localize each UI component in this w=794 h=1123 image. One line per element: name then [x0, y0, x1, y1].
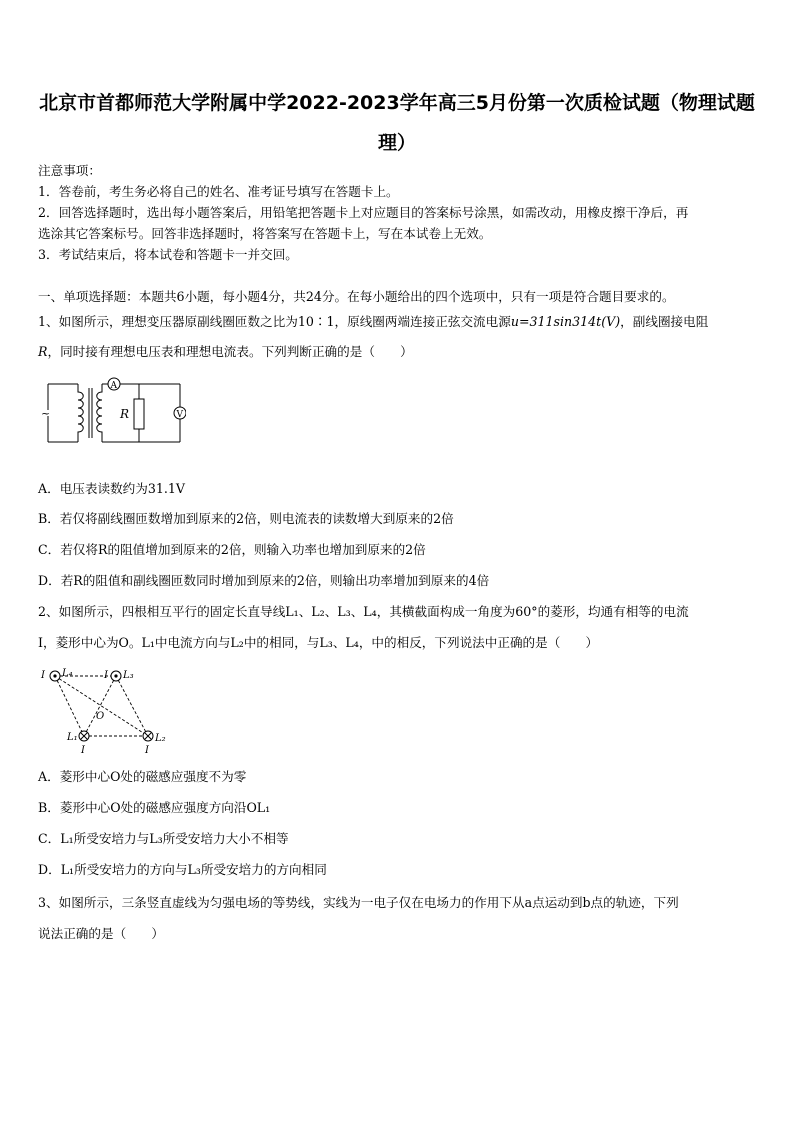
q2-option-c: C．L₁所受安培力与L₃所受安培力大小不相等 [38, 831, 289, 846]
q2-fig-label-i-left: I [41, 670, 45, 681]
q1-option-b: B．若仅将副线圈匝数增加到原来的2倍，则电流表的读数增大到原来的2倍 [38, 511, 454, 526]
q1-stem-line2-text: ，同时接有理想电压表和理想电流表。下列判断正确的是（ ） [47, 344, 413, 359]
q2-option-a: A．菱形中心O处的磁感应强度不为零 [38, 769, 247, 784]
q1-stem-line1 [38, 313, 758, 331]
notice-item-3: 3．考试结束后，将本试卷和答题卡一并交回。 [38, 247, 298, 262]
section1-heading: 一、单项选择题：本题共6小题，每小题4分，共24分。在每小题给出的四个选项中，只有一项是符合题目要求的。 [38, 289, 675, 304]
q1-stem-part-a: 1、如图所示，理想变压器原副线圈匝数之比为10∶1，原线圈两端连接正弦交流电源 [38, 314, 511, 329]
exam-title-line1: 北京市首都师范大学附属中学2022-2023学年高三5月份第一次质检试题（物理试题 [39, 92, 755, 114]
notice-item-1: 1．答卷前，考生务必将自己的姓名、准考证号填写在答题卡上。 [38, 184, 399, 199]
q1-transformer-circuit-figure [36, 372, 186, 452]
q3-stem-line1: 3、如图所示，三条竖直虚线为匀强电场的等势线，实线为一电子仅在电场力的作用下从a点运动到b点的轨迹，下列 [38, 895, 679, 910]
q1-formula: u=311sin314t(V) [510, 314, 621, 329]
q2-fig-label-i-bottom-1: I [81, 745, 85, 756]
q2-fig-label-o: O [96, 711, 105, 722]
q1-voltmeter-label: V [176, 410, 183, 420]
exam-title-line2: 理） [377, 132, 416, 154]
q2-stem-line1: 2、如图所示，四根相互平行的固定长直导线L₁、L₂、L₃、L₄，其横截面构成一角度为60°的菱形，均通有相等的电流 [38, 604, 689, 619]
q1-resistor-var: R [38, 344, 48, 359]
q2-option-d: D．L₁所受安培力的方向与L₃所受安培力的方向相同 [38, 862, 327, 877]
q1-source-symbol: ~ [41, 407, 51, 420]
notice-item-2-cont: 选涂其它答案标号。回答非选择题时，将答案写在答题卡上，写在本试卷上无效。 [38, 226, 492, 241]
q2-fig-label-i-mid: I [104, 670, 108, 681]
q2-option-b: B．菱形中心O处的磁感应强度方向沿OL₁ [38, 800, 271, 815]
notice-heading: 注意事项： [38, 163, 101, 178]
q2-rhombus-wires-figure [38, 664, 178, 756]
q2-fig-label-i-bottom-2: I [145, 745, 149, 756]
q3-stem-line2: 说法正确的是（ ） [38, 926, 164, 941]
notice-item-2: 2．回答选择题时，选出每小题答案后，用铅笔把答题卡上对应题目的答案标号涂黑，如需改动，用橡皮擦干净后，再 [38, 205, 689, 220]
q1-resistor-label: R [120, 407, 130, 421]
q1-option-d: D．若R的阻值和副线圈匝数同时增加到原来的2倍，则输出功率增加到原来的4倍 [38, 573, 490, 588]
q1-stem-part-b: ，副线圈接电阻 [620, 314, 709, 329]
q1-option-c: C．若仅将R的阻值增加到原来的2倍，则输入功率也增加到原来的2倍 [38, 542, 426, 557]
q2-fig-label-l3: L₃ [123, 670, 134, 681]
q2-fig-label-l1: L₁ [67, 732, 78, 743]
q1-option-a: A．电压表读数约为31.1V [38, 481, 185, 496]
q1-stem-line2 [38, 343, 758, 361]
q2-fig-label-l4: L₄ [62, 668, 73, 679]
q2-stem-line2: I，菱形中心为O。L₁中电流方向与L₂中的相同，与L₃、L₄，中的相反，下列说法中正确的是（ ） [38, 635, 599, 650]
q1-ammeter-label: A [110, 381, 117, 391]
q2-fig-label-l2: L₂ [155, 733, 166, 744]
